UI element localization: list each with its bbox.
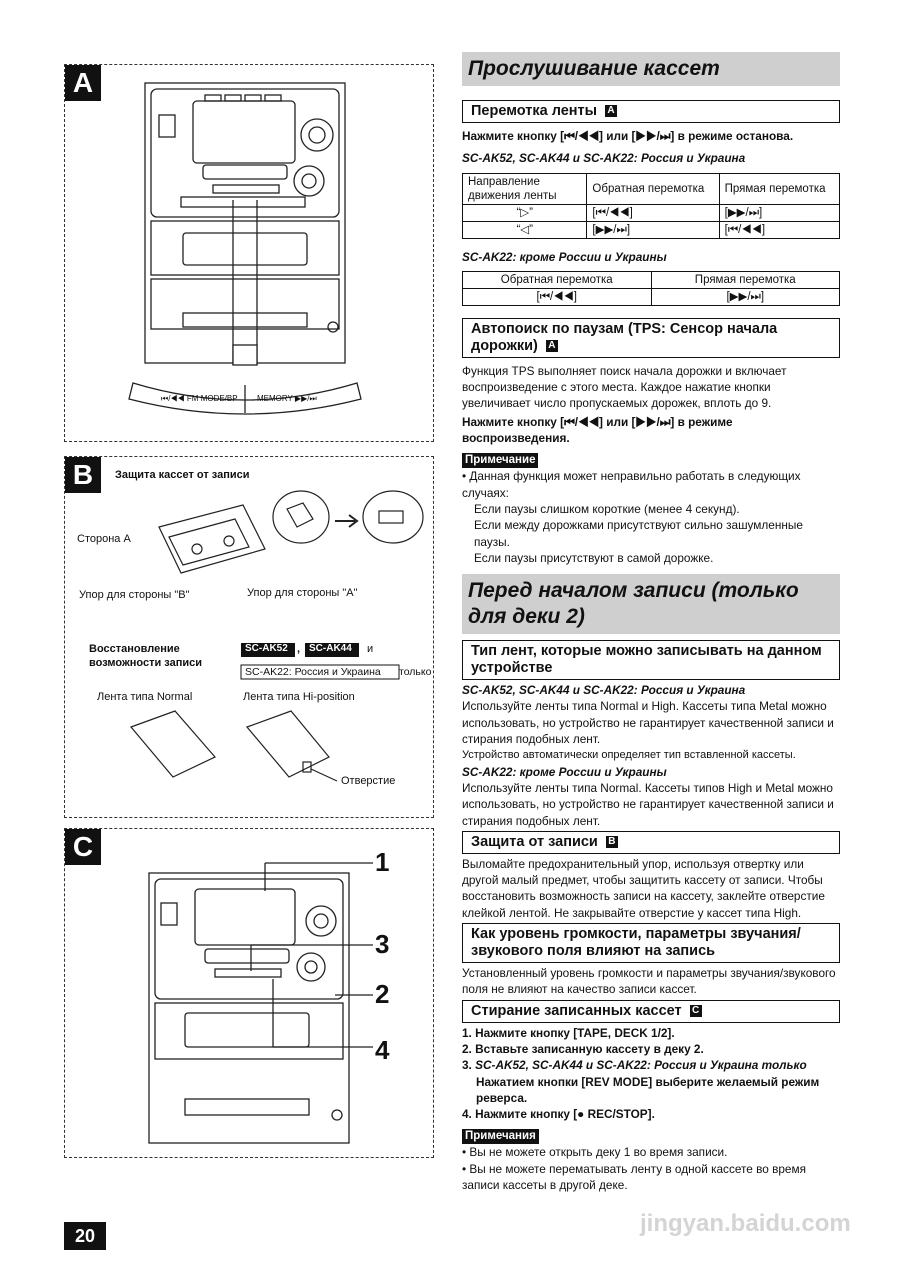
banner-listening-cassettes: Прослушивание кассет	[462, 52, 840, 86]
tps-heading	[462, 318, 840, 358]
only-label: только	[399, 666, 432, 678]
tps-note-line2: Если между дорожками присутствуют сильно зашумленные паузы.	[474, 518, 803, 549]
tps-note-bullet: • Данная функция может неправильно работать в следующих случаях:	[462, 469, 801, 500]
rewind-instruction: Нажмите кнопку [⏮/◀◀] или [▶▶/⏭] в режиме останова.	[462, 129, 794, 143]
tps-text: Функция TPS выполняет поиск начала дорожки и включает воспроизведение с этого места. Каждое нажатие кнопки увеличивает число пропускаемых дорожек, вплоть до 9.	[462, 363, 787, 411]
table1-row1-forward: [▶▶/⏭]	[719, 204, 839, 221]
tps-figure-tag: A	[546, 340, 558, 352]
normal-tape-label: Лента типа Normal	[97, 691, 193, 703]
table1-row2-direction: “◁”	[463, 221, 587, 238]
restore-title-line2: возможности записи	[89, 657, 203, 669]
erase-notes-label-wrap	[462, 1126, 840, 1144]
erase-figure-tag: C	[690, 1005, 702, 1017]
table1-header-forward: Прямая перемотка	[719, 173, 839, 204]
model-sc-ak22: SC-AK22: Россия и Украина	[245, 666, 381, 678]
tab-a-label: Упор для стороны "A"	[247, 587, 358, 599]
erase-step3-models: SC-AK52, SC-AK44 и SC-AK22: Россия и Украина только	[475, 1058, 807, 1073]
memory-button-label: MEMORY ▶▶/⏭	[257, 394, 317, 403]
erase-step3-text: Нажатием кнопки [REV MODE] выберите желаемый режим реверса.	[476, 1074, 820, 1105]
rewind-figure-tag: A	[605, 105, 617, 117]
fm-mode-button-label: ⏮/◀◀ FM MODE/BP	[161, 394, 238, 403]
hipos-tape-label: Лента типа Hi-position	[243, 691, 355, 703]
restore-title-line1: Восстановление	[89, 643, 180, 655]
tps-note-label: Примечание	[462, 453, 538, 468]
erase-step4: 4. Нажмите кнопку [● REC/STOP].	[462, 1107, 655, 1122]
tape-types-models-other: SC-AK22: кроме России и Украины	[462, 764, 667, 779]
tab-b-label: Упор для стороны "B"	[79, 589, 190, 601]
tape-types-heading: Тип лент, которые можно записывать на данном устройстве	[462, 640, 840, 680]
callout-3: 3	[375, 929, 390, 959]
table2-header-forward: Прямая перемотка	[651, 271, 840, 288]
volume-heading: Как уровень громкости, параметры звучания/звукового поля влияют на запись	[462, 923, 840, 963]
tape-types-text3: Используйте ленты типа Normal. Кассеты типов High и Metal можно использовать, но устройство не гарантирует качественной записи и стирания подобных лент.	[462, 780, 834, 828]
tps-heading-text: Автопоиск по паузам (TPS: Сенсор начала дорожки)	[471, 320, 778, 354]
erase-notes-label: Примечания	[462, 1129, 539, 1144]
protect-heading-text: Защита от записи	[471, 833, 598, 850]
table1-header-direction: Направление движения ленты	[463, 173, 587, 204]
panel-b-label: B	[65, 457, 101, 493]
table1-row1-reverse: [⏮/◀◀]	[587, 204, 719, 221]
table2-row-reverse: [⏮/◀◀]	[463, 288, 652, 305]
erase-heading-text: Стирание записанных кассет	[471, 1002, 682, 1019]
erase-step1: 1. Нажмите кнопку [TAPE, DECK 1/2].	[462, 1025, 675, 1040]
erase-note1: • Вы не можете открыть деку 1 во время записи.	[462, 1145, 728, 1160]
figure-panel-c	[64, 828, 434, 1158]
table2-header-reverse: Обратная перемотка	[463, 271, 652, 288]
tape-types-text1: Используйте ленты типа Normal и High. Кассеты типа Metal можно использовать, но устройство не гарантирует качественной записи и стирания подобных лент.	[462, 699, 834, 747]
protect-text: Выломайте предохранительный упор, используя отвертку или другой малый предмет, чтобы защитить кассету от записи. Чтобы восстановить возможность записи на кассету, заклейте отверстие клейкой лентой. Не закрывайте отверстие у кассет типа High.	[462, 856, 825, 920]
stereo-front-illustration	[65, 65, 431, 439]
hole-label: Отверстие	[341, 775, 396, 787]
tape-types-text2: Устройство автоматически определяет тип вставленной кассеты.	[462, 749, 796, 762]
rewind-models-other: SC-AK22: кроме России и Украины	[462, 249, 667, 264]
protect-heading	[462, 831, 840, 854]
figure-panel-b	[64, 456, 434, 818]
model-comma: ,	[297, 643, 301, 655]
rewind-models-ru: SC-AK52, SC-AK44 и SC-AK22: Россия и Украина	[462, 151, 746, 166]
tps-note-line3: Если паузы присутствуют в самой дорожке.	[474, 550, 714, 565]
watermark: jingyan.baidu.com	[640, 1210, 851, 1237]
table1-row2-forward: [⏮/◀◀]	[719, 221, 839, 238]
erase-heading	[462, 1000, 840, 1023]
table2-row-forward: [▶▶/⏭]	[651, 288, 840, 305]
erase-step2: 2. Вставьте записанную кассету в деку 2.	[462, 1041, 704, 1056]
erase-step3-number: 3.	[462, 1058, 472, 1073]
erase-step3	[462, 1057, 840, 1073]
page-number: 20	[64, 1222, 106, 1250]
panel-a-label: A	[65, 65, 101, 101]
figure-panel-a	[64, 64, 434, 442]
erase-note2: • Вы не можете перематывать ленту в одной кассете во время записи кассеты в другой деке.	[462, 1161, 806, 1192]
model-sc-ak52: SC-AK52	[245, 643, 288, 654]
callout-4: 4	[375, 1035, 390, 1065]
tape-types-models-ru: SC-AK52, SC-AK44 и SC-AK22: Россия и Украина	[462, 683, 746, 698]
banner-before-recording: Перед началом записи (только для деки 2)	[462, 574, 840, 634]
tps-note-line1: Если паузы слишком короткие (менее 4 секунд).	[474, 501, 740, 516]
volume-text: Установленный уровень громкости и параметры звучания/звукового поля не влияют на качество записи кассет.	[462, 966, 836, 997]
table1-row2-reverse: [▶▶/⏭]	[587, 221, 719, 238]
callout-1: 1	[375, 847, 390, 877]
panel-c-label: C	[65, 829, 101, 865]
tps-note-label-wrap	[462, 450, 840, 468]
cassette-tab-illustration	[65, 457, 431, 815]
panel-b-title: Защита кассет от записи	[115, 469, 250, 481]
side-a-label: Сторона A	[77, 533, 131, 545]
callout-2: 2	[375, 979, 390, 1009]
rewind-table-other	[462, 271, 840, 306]
right-column	[462, 52, 840, 1193]
tps-instruction: Нажмите кнопку [⏮/◀◀] или [▶▶/⏭] в режиме воспроизведения.	[462, 414, 733, 446]
table1-header-reverse: Обратная перемотка	[587, 173, 719, 204]
rewind-table-ru	[462, 173, 840, 239]
rewind-heading-text: Перемотка ленты	[471, 103, 598, 119]
model-sc-ak44: SC-AK44	[309, 643, 352, 654]
protect-figure-tag: B	[606, 836, 618, 848]
table1-row1-direction: “▷”	[463, 204, 587, 221]
rewind-heading	[462, 100, 840, 123]
model-and: и	[367, 643, 374, 655]
